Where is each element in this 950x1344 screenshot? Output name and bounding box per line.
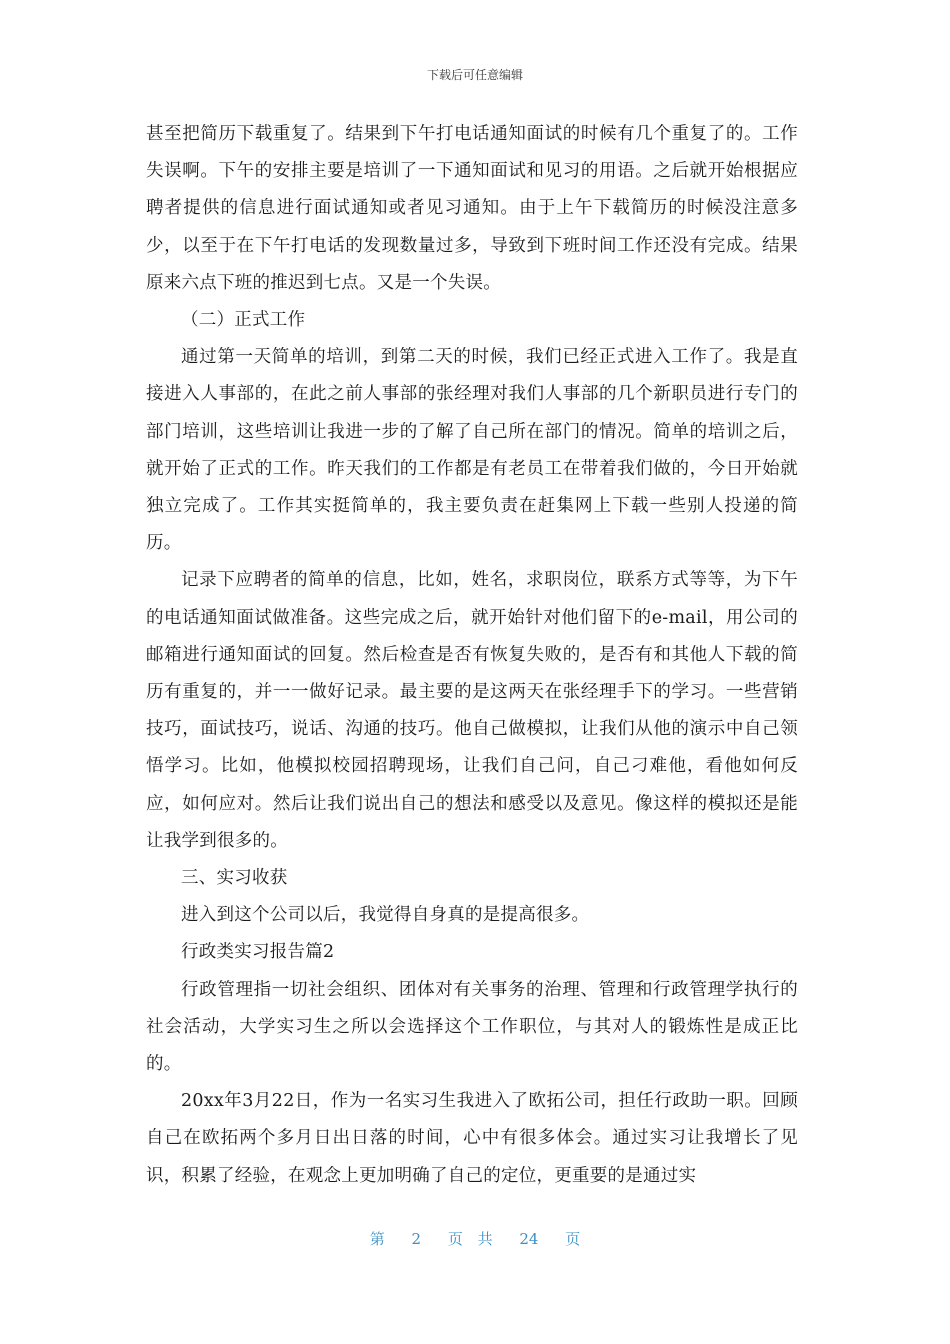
section-heading-gains: 三、实习收获 <box>181 868 288 889</box>
paragraph-1: 甚至把简历下载重复了。结果到下午打电话通知面试的时候有几个重复了的。工作失误啊。下午的安排主要是培训了一下通知面试和见习的用语。之后就开始根据应聘者提供的信息进行面试通知或者见习通知。由于上午下载简历的时候没注意多少，以至于在下午打电话的发现数量过多，导致到下班时间工作还没有完成。结果原来六点下班的推迟到七点。又是一个失误。 <box>146 124 798 293</box>
footer-mid: 页 共 <box>447 1230 493 1248</box>
paragraph-3: 记录下应聘者的简单的信息，比如，姓名，求职岗位，联系方式等等，为下午的电话通知面试做准备。这些完成之后，就开始针对他们留下的e-mail，用公司的邮箱进行通知面试的回复。然后检查是否有恢复失败的，是否有和其他人下载的简历有重复的，并一一做好记录。最主要的是这两天在张经理手下的学习。一些营销技巧，面试技巧，说话、沟通的技巧。他自己做模拟，让我们从他的演示中自己领悟学习。比如，他模拟校园招聘现场，让我们自己问，自己刁难他，看他如何反应，如何应对。然后让我们说出自己的想法和感受以及意见。像这样的模拟还是能让我学到很多的。 <box>146 570 798 851</box>
paragraph-4: 进入到这个公司以后，我觉得自身真的是提高很多。 <box>181 905 590 926</box>
page-footer <box>0 1228 950 1249</box>
report-title-part2: 行政类实习报告篇2 <box>181 942 335 963</box>
footer-current-page: 2 <box>411 1230 422 1248</box>
paragraph-5: 行政管理指一切社会组织、团体对有关事务的治理、管理和行政管理学执行的社会活动，大学实习生之所以会选择这个工作职位，与其对人的锻炼性是成正比的。 <box>146 979 798 1075</box>
paragraph-6: 20xx年3月22日，作为一名实习生我进入了欧拓公司，担任行政助一职。回顾自己在欧拓两个多月日出日落的时间，心中有很多体会。通过实习让我增长了见识，积累了经验，在观念上更加明确了自己的定位，更重要的是通过实 <box>146 1091 798 1186</box>
paragraph-2: 通过第一天简单的培训，到第二天的时候，我们已经正式进入工作了。我是直接进入人事部的，在此之前人事部的张经理对我们人事部的几个新职员进行专门的部门培训，这些培训让我进一步的了解了自己所在部门的情况。简单的培训之后，就开始了正式的工作。昨天我们的工作都是有老员工在带着我们做的，今日开始就独立完成了。工作其实挺简单的，我主要负责在赶集网上下载一些别人投递的简历。 <box>146 347 798 554</box>
footer-total-pages: 24 <box>519 1230 539 1248</box>
footer-prefix: 第 <box>369 1230 385 1248</box>
document-body <box>146 116 798 1195</box>
footer-suffix: 页 <box>565 1230 581 1248</box>
section-heading-formal-work: （二）正式工作 <box>181 310 306 331</box>
page-header: 下载后可任意编辑 <box>426 68 523 82</box>
